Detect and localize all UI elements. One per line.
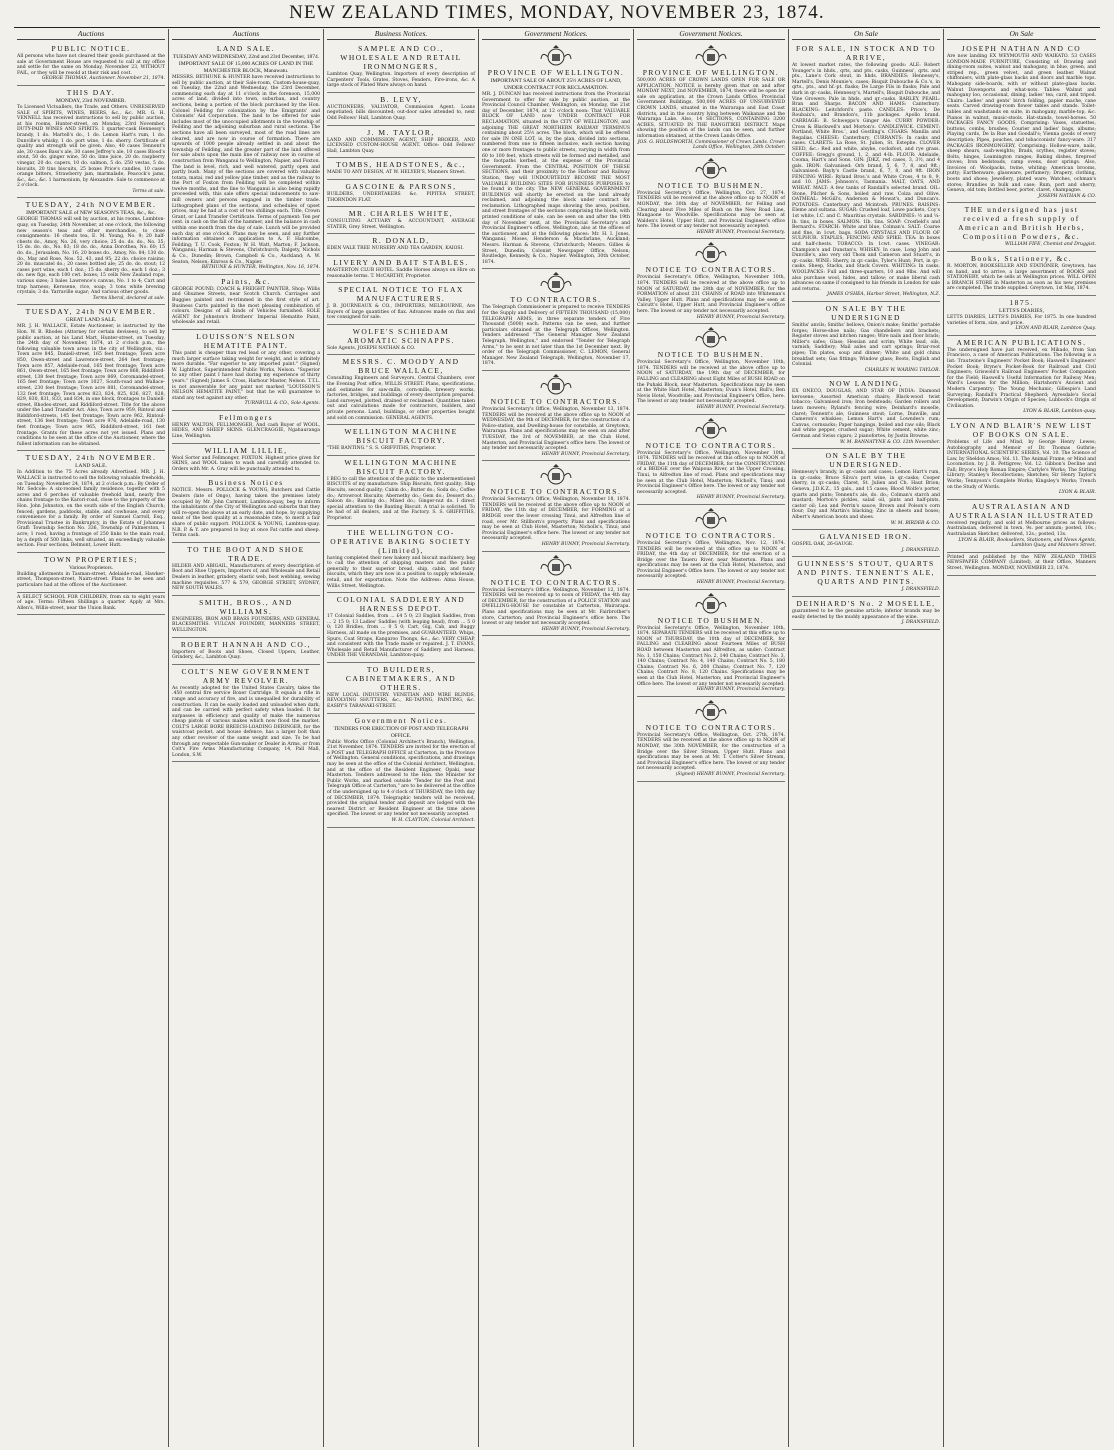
advertisement-title: J. M. TAYLOR, (367, 127, 435, 137)
advertisement-body: Provincial Secretary's Office, Wellington, November 10th, 1874. TENDERS will be received at the above office up to NOON of SATURDAY, the 19th day of DECEMBER, for FALLING and CLEARING about Eight Miles of BUSH ROAD on the Puhaki Block, near Masterton. Specifications may be seen at the White Hart Hotel, Masterton; Evan's Hotel, Bull's; Ben Nevis Hotel, Woodville; and Provincial Engineer's Office, here. The lowest or any tender not necessarily accepted. (637, 360, 785, 405)
advertisement-title: LAND SALE. (216, 44, 276, 53)
advertisement-body: Printed and published by the NEW ZEALAND TIMES NEWSPAPER COMPANY (Limited), at their Office, Manners Street, Wellington. MONDAY, NOVEMBER 23, 1874. (947, 554, 1096, 571)
advertisement-body: Hennessy's brandy, in qr.-casks and cases; Lemon Hart's rum, in qr.-casks; Bruce Silva's port wine, in qr.-casks; Cooper sherry, in qr.-casks; Claret, St. Julien and Ch. Haut Brion; Geneva, J.D.K.Z., 15 gals., and 15 cases; Blood Wolfe's porter, quarts and pints; Tennent's ale, do. do.; Colman's starch and mustard; Morton's pickles, salad oil, pints and half-pints, castor oil; Lea and Perrin's sauce; Brown and Polson's corn flour; Day and Martin's blacking; Zinc in sheets and boxes; Albert's American boots and shoes. (792, 470, 940, 520)
advertisement-title: COLONIAL SADDLERY AND HARNESS DEPOT. (336, 595, 466, 614)
advertisement-body: BUILDERS, UNDERTAKERS &c. PIPITEA STREET, THORNDON FLAT. (327, 191, 475, 203)
advertisement (637, 324, 785, 414)
advertisement-subtitle: Various Proprietors. (69, 564, 113, 571)
column-heading: Auctions (172, 29, 320, 40)
advertisement (947, 203, 1096, 252)
advertisement-signature: W. H. CLAYTON, Colonial Architect. (391, 817, 475, 823)
advertisement (17, 593, 165, 616)
advertisement (327, 663, 475, 714)
column-3 (324, 29, 479, 1447)
advertisement-body: The undersigned have just received, ex Mikado, from San Francisco, a case of American Publications. The following is a list: Trautwine's Engineers' Pocket Book; Haswell's Engineers' Pocket Book; Bryne's Pocket-Book for Railroad and Civil Engineers; Griswold's Railroad Engineers' Pocket Companion for the Field; Haswell's Useful Information for Railway Men; Ward's Lessons for the Million; Hartshorn's Ancient and Modern Carpentry; The Young Mechanic; Gillespie's Land Surveying; Randall's Practical Shepherd; Ayresdale's Social Development; Darwin's Origin of Species; Lubbock's Origin of Civilisation. (947, 347, 1096, 409)
advertisement-title: R. DONALD, (372, 236, 430, 246)
column-2 (169, 29, 324, 1447)
advertisement-title: GALVANISED IRON. (819, 532, 913, 542)
advertisement-title: THE undersigned has just received a fresh supply of American and British Herbs, Composition Powders, &c. (958, 205, 1085, 242)
newspaper-columns (14, 29, 1102, 1447)
advertisement-signature: HENRY BUNNY, Provincial Secretary. (541, 451, 630, 457)
coat-of-arms-icon (694, 45, 728, 67)
advertisement-body: Lambton Quay, Wellington. Importers of every description of Carpenters' Tools, Grates, Stoves, Fenders, Fire-irons, &c. A large stock of Plated Ware always on hand. (327, 72, 475, 89)
advertisement-body: Consulting Engineers and Surveyors, Central Chambers, over the Evening Post office, WILLIS STREET. Plans, specifications, and estimates for saw-mills, corn-mills, brewery works, factories, bridges, and buildings of every description prepared. Land surveyed, plotted, drained or reclaimed. Quantities taken out and calculations made for contractors, builders, and private persons. Land, buildings, or other properties bought and sold on commission. GENERAL AGENTS. (327, 376, 475, 421)
advertisement (327, 714, 475, 828)
advertisement-title: WELLINGTON MACHINE BISCUIT FACTORY. (344, 457, 458, 476)
advertisement-title: LIVERY AND BAIT STABLES. (333, 257, 469, 267)
advertisement-signature: LYON & BLAIR. (1058, 490, 1096, 496)
advertisement-body: Provincial Secretary's Office, Wellington, November 12, 1874. TENDERS will be received up to noon of FRIDAY, the 4th day of DECEMBER, for the construction of a POLICE STATION and DWELLING-HOUSE for constable at Carterton, Wairarapa. Plans and specifications may be seen at Mr. Fairbrother's store, Carterton; and Provincial Engineer's office here. The lowest or any tender not necessarily accepted. (482, 587, 630, 627)
coat-of-arms-icon (694, 700, 728, 722)
coat-of-arms-icon (694, 242, 728, 264)
advertisement (17, 553, 165, 593)
coat-of-arms-icon (694, 418, 728, 440)
advertisement-body: EX ONECO, DOUGLAS, AND STAR OF INDIA: Diamond kerosene; Assorted American chairs; Black-wood twist tobacco; Galvanised iron; Iron bedsteads; Garden rollers and lawn mowers; Ryland's fencing wire; Deinhard's moselle, claret; Tennent's ale, Guinness stout; Lorne, Dunville, and Cameron's whiskies; Lemon Hart's and Lowndes's rum; Canvas, cornsacks; Paper hangings, boiled and raw oils; Black and white pepper, crushed sugar; White cement, white zinc; German and Swiss cigars; 2 pianofortes, by Justin Browne. (792, 389, 940, 440)
column-heading: On Sale (792, 29, 940, 40)
advertisement-body: LAND AND COMMISSION AGENT, SHIP BROKER, AND LICENSED CUSTOM-HOUSE AGENT. Office: Odd Fellows' Hall, Lambton Quay. (327, 137, 475, 154)
advertisement-body: Public Works Office (Colonial Architect's Branch), Wellington, 21st November, 1874. TENDERS are invited for the erection of a POST and TELEGRAPH OFFICE at Carterton, in the Province of Wellington. General conditions, specifications, and drawings may be seen at the office of the Colonial Architect, Wellington, and at the office of the Resident Engineer, Opaki, near Masterton. Tenders addressed to the Hon. the Minister for Public Works, and marked outside "Tender for the Post and Telegraph Office at Carterton," are to be delivered at the office of the undersigned up to 4 o'clock of THURSDAY, the 10th day of DECEMBER, 1874. Telegraphic tenders will be received, provided the original tender and deposit are lodged with the nearest District or Resident Engineer at the time above specified. The lowest or any tender not necessarily accepted. (327, 739, 475, 818)
advertisement-body: MESSRS. BETHUNE & HUNTER have received instructions to sell by public auction, at their Sale-room, Custom-house-quay, on Tuesday, the 22nd and Wednesday, the 23rd December, commencing each day at 11 o'clock in the forenoon, 15,000 acres of land, divided into town, suburban, and country sections, being a portion of the block purchased by the Hon. Colonel Feilding for colonization by the Emigrants' and Colonists' Aid Corporation. The land to be offered for sale includes most of the unoccupied allotments in the township of Feilding and the adjoining suburban and rural sections. The sections have all been surveyed, most of the road lines are cleared, and are now in course of formation. There are upwards of 1000 people already settled in and about the township of Feilding, and the greater part of the land offered for sale abuts upon the main line of railway now in course of construction from Wanganui to Wellington, Napier, and Foxton. The land is level, rich, and well watered, partly open and partly bush. Many of the sections are covered with valuable totara, matai, red and yellow pine timber, and as the railway to the Port of Foxton from Feilding will be completed within twelve months, and the line to Wanganui is also being rapidly proceeded with, this sale offers special inducements to saw-mill owners and persons engaged in the timber trade. Lithographed plans of the sections, and schedules of upset prices, may be had at a cost of two shillings each. Title, Crown Grant, or Land Transfer Certificate. Terms of payment: Ten per cent. in cash on the fall of the hammer, and the balance in cash within one month from the day of sale. Lunch will be provided each day at one o'clock. Plans may be seen, and any further information obtained on application to A. F. Halcombe, Feilding; T. U. Cook, Foxton; W. H. Watt, Marton; F. Jackson, Wanganui; Harman & Stevens, Christchurch; Dalgety, Nichols & Co., Dunedin; Brown, Campbell & Co., Auckland; A. W. Seaton, Nelson; Kinross & Co., Napier. (172, 75, 320, 265)
advertisement (947, 42, 1096, 203)
advertisement-signature: WILLIAM FIFE, Chemist and Druggist. (1004, 242, 1096, 248)
coat-of-arms-icon (694, 158, 728, 180)
advertisement (172, 638, 320, 665)
advertisement (327, 126, 475, 159)
advertisement-signature: JOS. G. HOLDSWORTH, Commissioner of Crown Lands. Crown Lands Office, Wellington, 28th October. (637, 139, 785, 151)
advertisement-title: SPECIAL NOTICE TO FLAX MANUFACTURERS. (338, 285, 464, 304)
advertisement-title: TO BUILDERS, CABINETMAKERS, AND OTHERS. (345, 664, 457, 692)
advertisement (172, 330, 320, 411)
advertisement-body: MASTERTON CLUB HOTEL. Saddle Horses always on Hire on reasonable terms. T. McCARTHY, Proprietor. (327, 267, 475, 279)
advertisement-body: having completed their new bakery and biscuit machinery, beg to call the attention of shipping masters and the public generally to their superior bread, ship, cabin, and fancy biscuits, which they are now in a position to supply wholesale, retail, and for exportation. Note the Address: Alma House, Willis Street, Wellington. (327, 555, 475, 589)
advertisement-title: NOTICE TO BUSHMEN. (657, 180, 765, 190)
advertisement-title: NOTICE TO CONTRACTORS. (645, 722, 777, 732)
coat-of-arms-icon (539, 374, 573, 396)
advertisement-title: WOLFE'S SCHIEDAM AROMATIC SCHNAPPS. (347, 326, 455, 345)
column-6 (789, 29, 944, 1447)
advertisement (482, 42, 630, 269)
advertisement-title: AUSTRALASIAN AND AUSTRALASIAN ILLUSTRATED (948, 501, 1095, 520)
advertisement-title: GASCOINE & PARSONS, (345, 181, 457, 191)
advertisement-body: 500,000 ACRES OF CROWN LANDS OPEN FOR SALE OR APPLICATION. NOTICE is hereby given that on and after MONDAY NEXT, 2nd NOVEMBER, 1874, there will be open for sale on application, at the Crown Lands Office, Provincial Government Buildings, 500,000 ACRES OF UNSURVEYED CROWN LANDS, situated in the Wairarapa and East Coast districts, and in the country lying between Waikanae and the Wairarapa Lake. Also, 14 SECTIONS, CONTAINING 3200 ACRES, SITUATED IN THE RANGITIKEI DISTRICT. Maps showing the position of the lands can be seen, and further information obtained, at the Crown Lands Office. (637, 78, 785, 139)
column-5 (634, 29, 789, 1447)
advertisement (172, 444, 320, 477)
advertisement (637, 697, 785, 782)
advertisement-subtitle: TENDERS FOR ERECTION OF POST AND TELEGRAPH OFFICE. (333, 725, 469, 739)
advertisement-signature: (Signed) HENRY BUNNY, Provincial Secretary. (675, 771, 785, 777)
advertisement-signature: J. DRANSFIELD. (901, 587, 940, 593)
advertisement-subtitle: MONDAY, 23rd NOVEMBER. (56, 97, 126, 104)
advertisement-title: NOW LANDING, (829, 379, 903, 389)
advertisement-signature: W. M. BIRDER & CO. (890, 520, 940, 526)
advertisement-signature: JOSEPH NATHAN & CO. (1038, 193, 1096, 199)
advertisement-title: SAMPLE AND CO., WHOLESALE AND RETAIL IRONMONGERS, (340, 44, 462, 71)
advertisement-body: Provincial Secretary's Office, Wellington, November 10th, 1874. SEPARATE TENDERS will be received at this office up to NOON of THURSDAY, the 10th day of DECEMBER, for FALLING and CLEARING about Fourteen Miles of BUSH ROAD between Masterton and Alfredton, as under: Contract No. 1, 150 Chains; Contract No. 2, 140 Chains; Contract No. 3, 140 Chains; Contract No. 4, 140 Chains; Contract No. 5, 180 Chains; Contract No. 6, 200 Chains; Contract No. 7, 120 Chains; Contract No. 8, 120 Chains. Specifications may be seen at the Club Hotel, Masterton; and Provincial Engineer's Office here. The lowest or any tender not necessarily accepted. (637, 625, 785, 687)
advertisement-title: LOUISSON'S NELSON HEMATITE PAINT. (196, 331, 296, 350)
column-7 (944, 29, 1099, 1447)
advertisement (792, 557, 940, 597)
advertisement (947, 252, 1096, 296)
advertisement-signature: J. DRANSFIELD. (901, 547, 940, 553)
advertisement (172, 411, 320, 444)
advertisement-title: Business Notices (208, 478, 284, 488)
advertisement-title: COLT'S NEW GOVERNMENT ARMY REVOLVER. (181, 666, 311, 685)
advertisement-title: Books, Stationery, &c. (970, 254, 1073, 264)
advertisement (172, 596, 320, 638)
advertisement-signature: Terms liberal, declared at sale. (92, 295, 165, 301)
advertisement-body: HENRY WALTON, FELLMONGER, And cash Buyer of WOOL, HIDES, AND SHEEP SKINS. GLENCRAGGIE, Ngahauranga Line, Wellington. (172, 422, 320, 440)
advertisement-body: This paint is cheaper than red lead or any other, covering a much larger surface taking weight for weight, and is infinitely more durable. "Far superior to any imported paint." (Signed) W. Lightfoot, Superintendent Public Works, Nelson. "Superior to any other paint I have had during my experience of thirty years." (Signed) James S. Cross, Harbour Master, Nelson. T.T.L. is not answerable for any paint not marked "LOUISSON'S NELSON HEMATITE PAINT," but that he will guarantee to stand any test against any other. (172, 350, 320, 401)
advertisement-body: The Telegraph Commissioner is prepared to receive TENDERS for the Supply and Delivery of FIFTEEN THOUSAND (15,000) TELEGRAPH ARMS, in three separate tenders of Five Thousand (5000) each. Patterns can be seen, and further particulars obtained at the Telegraph Offices, Wellington. Tenders addressed "The General Manager New Zealand Telegraph, Wellington," and endorsed "Tender for Telegraph Arms," to be sent in not later than the 1st December next. By order of the Telegraph Commissioner, C. LEMON, General Manager. New Zealand Telegraph, Wellington, November 17, 1874. (482, 305, 630, 367)
advertisement-body: I BEG to call the attention of the public to the undermentioned BISCUITS of my manufacture: Ship Biscuits, first quality; Ship Biscuits, second quality; Cabin do.; Butter do.; Soda do.; Coffee do.; Arrowroot Biscuits; Abernethy do.; Gem do.; Dessert do.; Saloon do.; Banting do.; Mixed do.; Ginger-nut do. I direct special attention to the Banting Biscuit. A trial is solicited. To be had of all dealers, and at the Factory. S. S. GRIFFITHS, Proprietor. (327, 476, 475, 521)
advertisement-title: TO CONTRACTORS. (510, 295, 602, 305)
advertisement-title: PUBLIC NOTICE. (51, 44, 131, 53)
advertisement-title: NOTICE TO CONTRACTORS. (645, 530, 777, 540)
advertisement (482, 269, 630, 371)
advertisement-body: At lowest market rates, the following goods: ALE: Robert Younger's in hhds., qrts, and pts. casks, Guinness', qrts. and pts., Lane's Cork stout, in hhds. BRANDIES: Hennessy's, Martell's, Denis Mounie's, cases; Bisquit Dubouche & Co.'s, in qrts., pts., and hf.-pt. flasks; De Large Fils in flasks; Pale and dark in qr.-casks, Hennessy's, Martell's, Bisquit Dubouche, and Vine Growers; Pale in hhds. and qr.-casks. BARLEY, PEARL: Bran and Sharps. BACON AND HAMS: Canterbury. BLACKING: Leitchford's paste. CANDLES: Price's, De Roubaix's, and Brandon's, 11b packages. Apollo brand. CARRIAGE: B. Schwepps's Ginger Ale. CURRY POWDER: Cross & Blackwell's and Morton's. CANDLEWICK. CEMENT: Portland, White Bros.', and Gostling's. CIGARS: Manilla and Regalias. CHEESE: Canterbury. CURRANTS: In casks and cases. CLARETS: La Rose, St. Julien, St. Estephe. CLOVER SEED, &c.: Red and white, alsyke, cocksfoot, and rye grass. COFFEE: Gregg's ground, 1, 2, and 4-lb. FLOUR: Adelaide, Cooma, Hart's and Sons. GIN: JDKZ, red cases, 3, 3½, and 4 gals. IRON: Galvanised: Orb brand, 5, 6, 7, 8, and 9ft.; Galvanised: Bayly's Castle brand, 6, 7, 8, and 9ft. IRON FENCING WIRE: Ryland Bros.'s and White Cross, 4 to 8, 9, and 10. JAMS: Johnson's, Tasmania. MALT, OATS, AND WHEAT. MALT: A few tanks of Randall's selected brand. OIL: Stone, Pilcher & Sons, boiled and raw. Colza and Olive. OATMEAL: McGill's, Anderson & Mowat's, and Duncan's. POTATOES: Canterbury and Mcintosh. PRUNES. RAISINS: Eleme and sultana. SUGAR: Crushed loaf, Lowe packets, Coy's 1st white, I.C. and C. Mauritius crystals. SARDINES: ½ and ¼-lb. tins, in boxes. SALMON: 1lb. tins. SOAP: Crosfield's and Bernard's. STARCH: White and blue, Colman's. SALT: Coarse and fine, in 1cwt. bags. SODA CRYSTALS AND FLOUR OF SULPHUR. STAPLES, FENCING AND SPIKE. TEA: In boxes and half-chests. TOBACCO: In 1cwt. cases. VINEGAR: Champion's and Dunstan's. WHISKY: In case, Long John and Dunville's, also very old Thom and Cameron and Stuart's, in qr.-casks. WINE: Sherry, in qr.-casks, Tyler's Hunt; Port, in qr.-casks. Sheep, Stacks, and Stack Covers. WHITING: In casks. WOOLPACKS: Full and three-quarters, 10 and 9lbs. And will also purchase wool, hides, and tallow; or make liberal cash advances on same if consigned to his friends in London for sale and returns. (792, 63, 940, 292)
advertisement-title: SMITH, BROS., AND WILLIAMS. (199, 597, 293, 616)
advertisement-title: 1875. (1009, 298, 1034, 307)
coat-of-arms-icon (539, 555, 573, 577)
advertisement (327, 425, 475, 456)
advertisement-subtitle: IMPORTANT SALE OF ABOUT 25½ ACRES OF LAND, UNDER CONTRACT FOR RECLAMATION. (490, 78, 622, 91)
advertisement-title: TUESDAY, 24th NOVEMBER. (25, 307, 157, 317)
advertisement-title: NOTICE TO CONTRACTORS. (490, 487, 622, 497)
advertisement-signature: HENRY BUNNY, Provincial Secretary. (541, 626, 630, 632)
advertisement-title: WELLINGTON MACHINE BISCUIT FACTORY. (344, 427, 458, 446)
advertisement (637, 155, 785, 240)
advertisement-body: A SELECT SCHOOL FOR CHILDREN, from six to eight years of age. Terms: Fifteen Shillings a quarter. Apply at Mrs. Allen's, Willis-street, near the Union Bank. (17, 594, 165, 611)
advertisement-subtitle: GREAT LAND SALE. (65, 317, 117, 324)
advertisement-signature: J. DRANSFIELD. (901, 620, 940, 626)
advertisement-title: MESSRS. C. MOODY AND BRUCE WALLACE, (342, 357, 460, 376)
advertisement-signature: LYON & BLAIR, Booksellers, Stationers, and News Agents, Lambton Quay, and Manners Street. (958, 537, 1096, 549)
advertisement-body: To Licensed Victuallers, the Trade, and Others. UNRESERVED SALE of SPIRITS, WINES, BEERS, &c., &c. MR. G. H. VENNELL has received instructions to sell by public auction, at his rooms, Hunter-street, on Monday, 23rd November, DUTY-PAID WINES AND SPIRITS. 1 quarter-cask Hennessy's brandy, 1 do. Martell's do., 1 do. Lemon Hart's rum, 1 do. Dunville's whisky, 1 do. port wine, 1 do. sherry. Certificate of quality and strength will be given. Also, 40 cases Tennent's ale, 30 cases Bass's ale, 30 cases Jeffrey's ale, 10 cases Blood's stout, 50 do. ginger wine, 50 do. lime juice, 20 do. raspberry vinegar, 20 do. capers, 10 do. salmon, 5 do. 250 vestas, 5 do. biscuits, 20 tins biscuits, 25 boxes Price's candles, 10 cases orange bitters, Strawberry jam, marmalade, Peacock's jams, &c., &c., &c. 1 harmonium, by Alexandre. Sale to commence at 2 o'clock. (17, 104, 165, 189)
advertisement-body: NOTICE. Messrs. POLLOCK & YOUNG, Butchers and Cattle Dealers (late of Ongo), having taken the premises lately occupied by Mr. John Carmont, Lambton-quay, beg to inform the inhabitants of the City of Wellington and suburbs that they will re-open the above at an early date, and hope, by supplying meat of the best quality at a reasonable rate, to merit a fair share of public support. POLLOCK & YOUNG, Lambton-quay. N.B. P. & Y. are prepared to buy at once Fat cattle and sheep. Terms cash. (172, 488, 320, 539)
advertisement-body: Provincial Secretary's Office, Wellington, November 18, 1874. TENDERS will be received at the above office up to NOON of FRIDAY, the 11th day of DECEMBER, for FORMING of a BRIDGE over the lower crossing Tinui, and Alfredton line of road, over Mr. Stillborn's property. Plans and specifications may be seen at Club Hotel, Masterton; Nicholls's, Tinui; and Provincial Engineer's office here. The lowest or any tender not necessarily accepted. (482, 497, 630, 542)
advertisement (327, 526, 475, 594)
advertisement-body: MR. J. H. WALLACE, Estate Auctioneer, is instructed by the Hon. W. B. Rhodes (Attorney for certain devisees), to sell by public auction, at his Land Mart, Hunter-street, on Tuesday, the 24th day of November, 1874, at 2 o'clock p.m., the following valuable town areas in the city of Wellington, viz.: Town acre 845, Daniell-street, 165 feet frontage; Town acre 850, Owen-street and Lawrence-street, 264 feet frontage; Town acre 857, Adelaide-road, 165 feet frontage; Town acre 861, Owen-street, 165 feet frontage; Town acre 868, Riddiford-street, 138 feet frontage; Town acre 869, Coromandel-street, 165 feet frontage; Town acre 1027, South-road and Wallace-street, 230 feet frontage; Town acre 881, Coromandel-street, 132 feet frontage; Town acres 823, 824, 825, 826, 827, 828, 829, 830, 831, 833, and 834, in one block, frontages to Daniell-street, Rhodes-street, and Riddiford-street. Title for the above under the Land Transfer Act. Also, Town acre 959, Rintoul and Riddiford-streets, 145 feet frontage; Town acre 962, Rintoul-street, 136 feet frontage; Town acre 976, Adelaide-road, 130 feet frontage; Town acre 965, Riddiford-street, 161 feet frontage. Grants for these acres not yet issued. Plans and conditions to be seen at the office of the Auctioneer, where the fullest information can be obtained. (17, 324, 165, 447)
advertisement-title: TUESDAY, 24th NOVEMBER. (25, 453, 157, 463)
advertisement (482, 552, 630, 637)
advertisement-title: TOWN PROPERTIES; (43, 554, 139, 564)
advertisement (947, 419, 1096, 500)
advertisement (637, 239, 785, 324)
coat-of-arms-icon (539, 45, 573, 67)
advertisement-signature: HENRY BUNNY, Provincial Secretary. (696, 404, 785, 410)
advertisement (172, 543, 320, 596)
advertisement (947, 553, 1096, 576)
advertisement-title: NOTICE TO CONTRACTORS. (645, 265, 777, 275)
advertisement-title: JOSEPH NATHAN AND CO (961, 44, 1082, 53)
advertisement-body: "THE BANTING." S. S. GRIFFITHS, Proprietor. (327, 446, 437, 452)
advertisement-body: LETTS DIARIES, LETTS'S DIARIES, For 1875. In one hundred varieties of form, size, and price. (947, 315, 1096, 326)
advertisement-title: DEINHARD'S No. 2 MOSELLE, (796, 598, 936, 608)
advertisement-body: GOSPEL OAK, 26-GAUGE. (792, 542, 854, 548)
column-1 (14, 29, 169, 1447)
advertisement-title: ON SALE BY THE UNDERSIGNED. (825, 451, 907, 470)
advertisement-body: Are now landing EX WEYMOUTH AND WAIKATO. 53 CASES LONDON-MADE FURNITURE, Consisting of: Drawing and dining-room suites, walnut and mahogany, in blue, green, and striped rep., green velvet, and green leather. Walnut chiffoniers, with plate-glass backs and doors and marble tops. Mahogany side-boards, with or without plate-glass backs. Walnut Davenports and what-nots. Tables: Walnut and mahogany loo, occasional, dining, ladies' tea, card, and tripod. Chairs: Ladies' and gents' birch folding, papier mache, cane seats. Carved drawing-room flower tables and stands. Toilet-tables and washstands en suite, in mahogany, marble-top, &c. Pianos in walnut, music-stools. Hat-stands, towel-horses. 50 PACKAGES FANCY GOODS, Comprising: Vases, statuettes, buttons, combs, brushes; Courier and ladies' bags, albums; Playing cards, De la Rue and Goodall's; Vienna goods of every description; Pipes, pouches, and tobacconists' fancy-ware. 317 PACKAGES IRONMONGERY, Comprising: Hollow-ware, nails, sheep shears, sash-weights; Brads, scythes, register stoves; Bolts, hinges, Leamington ranges; Baking dishes, fireproof stoves; Iron bedsteads, camp ovens, door springs. Also, Invoices of: Woolpacks, twine, whiting; American brooms, putty; Earthenware, glassware, perfumery; Drapery, clothing, boots and shoes; Jewellery, plated ware; Watches, ochman's stores; Brandies in bulk and case; Rum, port and sherry, Geneva, old tom; Bottled beer, porter, claret, champagne. (947, 54, 1096, 194)
advertisement-subtitle: IMPORTANT SALE of NEW SEASON'S TEAS, &c., &c. (26, 210, 156, 217)
advertisement (172, 275, 320, 330)
advertisement (792, 449, 940, 530)
advertisement-title: PROVINCE OF WELLINGTON. (642, 68, 780, 77)
advertisement-body: Provincial Secretary's Office, Wellington, Oct. 27th, 1874. TENDERS will be received at the above office up to NOON of MONDAY, the 30th NOVEMBER, for the construction of a Bridge over the Silver Stream, Upper Hutt. Plans and specifications may be seen at Mr. T. Cotter's Silver Stream, and Provincial Engineer's office here. The lowest or any tender not necessarily accepted. (637, 732, 785, 772)
advertisement-title: NOTICE TO CONTRACTORS. (645, 440, 777, 450)
advertisement-title: Government Notices. (354, 715, 448, 725)
advertisement-body: ENGINEERS, IRON AND BRASS FOUNDERS, AND GENERAL BLACKSMITHS. VULCAN FOUNDRY, MANNERS STREET, WELLINGTON. (172, 616, 320, 633)
advertisement-body: As recently adopted for the United States Cavalry, takes the .450 central fire service Boxer Cartridge. It equals a rifle in range and accuracy of fire, and is unequalled for durability of construction. It can be easily loaded and unloaded when dark, and can be carried with perfect safety when loaded. It far surpasses in efficiency and quality of make the numerous cheap pistols of various makes which now flood the market. COLT'S LARGE BORE BREECH-LOADING DERINGER, for the waistcoat pocket, and house defence, has a larger bolt than any other revolver of the same weight and size. To be had through any respectable Gun-maker or Dealer in Arms, or from Colt's Fire Arms Manufacturing Company, 14, Pall Mall, London, S.W. (172, 685, 320, 758)
advertisement-body: guaranteed to be the genuine article; inferior brands may be easily detected by the muddy appearance of the wine. (792, 608, 940, 620)
coat-of-arms-icon (694, 593, 728, 615)
advertisement-signature: HENRY BUNNY, Provincial Secretary. (696, 687, 785, 693)
advertisement (172, 476, 320, 542)
coat-of-arms-icon (694, 508, 728, 530)
advertisement (17, 42, 165, 86)
advertisement (792, 530, 940, 557)
advertisement (327, 355, 475, 425)
advertisement (792, 597, 940, 630)
advertisement-title: Fellmongers (219, 412, 273, 422)
advertisement-body: Provincial Secretary's Office, Wellington, Nov. 12, 1874. TENDERS will be received at this office up to NOON of FRIDAY, the 4th day of DECEMBER, for the erection of a Bridge over the Taueru River, near Masterton. Plans and specifications may be seen at the Club Hotel, Masterton, and Provincial Engineer's Office here. The lowest or any tender not necessarily accepted. (637, 540, 785, 580)
advertisement-body: Problems of Life and Mind, by George Henry Lewes; Autobiography and Memoir of Dr. Thomas Guthrie; INTERNATIONAL SCIENTIFIC SERIES, Vol. 10. The Science of Law, by Sheldon Amos; Vol. 11. The Animal Frame, or Mind and Locomotion, by J. B. Pettigrew; Vol. 12. Gibbon's Decline and Fall; Bryce's Holy Roman Empire; Carlyle's Works; The Stirling Library; Stanley's Recollections; Sketches; Sir Henry Taylor's Works; Tennyson's Complete Works; Kingsley's Works; Trench on the Study of Words. (947, 439, 1096, 490)
advertisement (947, 336, 1096, 419)
advertisement-signature: HENRY BUNNY, Provincial Secretary. (696, 229, 785, 235)
advertisement-title: WILLIAM LILLIE, (204, 445, 288, 455)
advertisement (637, 590, 785, 697)
advertisement (172, 665, 320, 763)
advertisement (327, 325, 475, 356)
advertisement (327, 42, 475, 93)
advertisement (637, 42, 785, 155)
advertisement-title: THE WELLINGTON CO-OPERATIVE BAKING SOCIETY (Limited), (330, 527, 472, 555)
advertisement-body: MADE TO ANY DESIGN, AT W. HELYER'S, Manners Street. (327, 170, 466, 176)
advertisement-body: Sole Agents, JOSEPH NATHAN & CO. (327, 345, 416, 351)
advertisement (637, 505, 785, 590)
advertisement (327, 456, 475, 526)
advertisement-body: Wool Sorter and Fellmonger, FOXTON. Highest price given for SKINS, and WOOL taken to wash and carefully attended to. Orders with Mr. A. Gray will be punctually attended to. (172, 455, 320, 472)
advertisement-title: TUESDAY, 24th NOVEMBER. (25, 200, 157, 210)
advertisement-body: GEORGE POUND, COACH & FREIGHT PAINTER, Shop: Willis and Ghuznee Streets, near Scotch Church. Carriages and Buggies painted and re-trimmed in the first style of art. Business Carts painted in the most pleasing combination of colours. Designs of all kinds of Vehicles furnished. SOLE AGENT for Johnston's Brothers' Imperial Hematite Paint, wholesale and retail. (172, 286, 320, 326)
advertisement-body: In Addition to the 75 Acres already Advertised. MR. J. H. WALLACE is instructed to sell the following valuable freeholds, on Tuesday, November 24, 1874, at 2 o'clock p.m.: By Order of Mr. Sedcole: A six-roomed family residence, together with 5 acres and 6 perches of valuable freehold land, nearly five chains frontage to the Karori-road, close to the property of the Hon. John Johnston, on the south side of the English Church; fenced; gardens, paddocks, stable, and cowhouse, and every convenience for a family. By order of Samuel Carroll, Esq., Provisional Trustee in Bankruptcy, in the Estate of Johannes Graff: Township Section No. 336, Township of Palmerston, 1 acre; 1 rood, having a frontage of 250 links to the main road, by a depth of 500 links, well situated, an exceedingly valuable section. Four sections, Belmont, Lower Hutt. (17, 470, 166, 549)
advertisement (172, 42, 320, 275)
advertisement (792, 377, 940, 449)
advertisement-title: ROBERT HANNAH AND CO., (180, 639, 312, 649)
advertisement-title: MR. CHARLES WHITE, (348, 209, 454, 219)
advertisement-body: AUCTIONEERS, VALUATOR, Commission Agent. Loans negotiated; bills discounted; out-door sales attended to, next Odd Fellows' Hall, Lambton Quay. (327, 104, 475, 121)
advertisement-signature: HENRY BUNNY, Provincial Secretary. (696, 314, 785, 320)
advertisement-title: AMERICAN PUBLICATIONS. (956, 337, 1087, 347)
advertisement-signature: LYON AND BLAIR, Lambton Quay. (1015, 326, 1096, 332)
advertisement-body: All persons who have not cleared their goods purchased at the sale at Government House are requested to call at my office and settle for the same on Monday, November 23, WITHOUT FAIL, or they will be resold at their risk and cost. (17, 54, 165, 76)
coat-of-arms-icon (694, 327, 728, 349)
advertisement-body: EDEN VALE TREE NURSERY AND TEA GARDEN, KAIOSI. (327, 246, 464, 252)
advertisement-body: J. B. JOURNEAUX & CO., IMPORTERS, MELBOURNE, Are Buyers of large quantities of flax. Advances made on flax and tow consigned for sale. (327, 304, 475, 321)
advertisement (482, 371, 630, 461)
advertisement (482, 461, 630, 551)
advertisement-body: 17 Colonial Saddles, from ... £4 5 0; 23 English Saddles, from ... 2 15 0; 13 Ladies' Saddles (with leaping head), from ... 5 0 0; 120 Bridles, from ... 0 5 0; Cart, Gig, Cab, and Buggy Harness, all made on the premises, and GUARANTEED. Whips, Spurs, Coat Straps, Kangaroo Thongs, &c., &c. VERY CHEAP, and consistent with the Trade made or repaired. J. T. EVANS, Wholesale and Retail Manufacturer of Saddlery and Harness, UNDER THE VERANDAH, Lambton-quay. (327, 614, 475, 659)
advertisement-title: NOTICE TO CONTRACTORS. (490, 396, 622, 406)
advertisement-body: CONSULTING ACTUARY & ACCOUNTANT, AVERAGE STATER, Grey Street, Wellington. (327, 219, 475, 230)
advertisement-body: Provincial Secretary's Office, Wellington, November 10th, 1874. TENDERS will be received at this office up to NOON of FRIDAY, the 11th day of DECEMBER, for the CONSTRUCTION of a BRIDGE over the Waipoua River, at the Upper Crossing, Tinui, to Alfredton line of road. Plans and specifications may be seen at the Club Hotel, Masterton; Nicholl's, Tinui; and Provincial Engineer's Office here. The lowest or any tender not necessarily accepted. (637, 450, 785, 495)
advertisement-title: GUINNESS'S STOUT, QUARTS AND PINTS. TENNENT'S ALE, QUARTS AND PINTS. (796, 559, 936, 587)
advertisement-signature: LYON & BLAIR, Lambton-quay. (1023, 409, 1096, 415)
advertisement-body: Importers of Boots and Shoes, Closed Uppers, Leather, Grindery, &c., Lambton Quay. (172, 649, 320, 661)
advertisement (17, 305, 165, 451)
advertisement (792, 42, 940, 302)
advertisement (947, 296, 1096, 336)
advertisement-body: NEW LOCAL INDUSTRY. VENETIAN AND WIRE BLINDS, REVOLVING SHUTTERS, &c., RE-TAPING, PAINTING, &c. EASBY'S TARANAKI-STREET. (327, 692, 475, 710)
advertisement (327, 593, 475, 663)
advertisement (327, 158, 475, 180)
advertisement-signature: JAMES O'SHEA, Harbor Street, Wellington, N.Z. (827, 292, 940, 298)
column-heading: On Sale (947, 29, 1096, 40)
advertisement-signature: HENRY BUNNY, Provincial Secretary. (696, 495, 785, 501)
advertisement-signature: GEORGE THOMAS, Auctioneer. November 21, 1874. (41, 76, 165, 82)
column-4 (479, 29, 634, 1447)
advertisement-subtitle: TUESDAY AND WEDNESDAY, 22nd and 23rd December, 1874. IMPORTANT SALE OF 15,000 ACRES OF LAND IN THE MANCHESTER BLOCK, Manawatu. (172, 54, 320, 74)
advertisement-signature: CHARLES W. WARING TAYLOR. (864, 367, 940, 373)
advertisement-signature: Terms at sale. (132, 188, 165, 194)
advertisement-title: B. LEVY, (380, 94, 422, 104)
coat-of-arms-icon (539, 272, 573, 294)
advertisement-body: GEORGE THOMAS will sell by auction, at his rooms, Lambton-quay, on Tuesday, 24th November, at one o'clock, the following new season's teas and other merchandise, to close consignments: 16 chests tea, E. M. Young, No. 9; 20 half-chests do., Amoy, No. 26, very choice; 25 do. do. do., No. 35; 15 do. do. do., No. 83; 18 do. do., Anna Dorothea, No. 60; 15 do. do., Jerusalem, No. 16; 20 boxes do., Amoy, No. 84; 130 do. do., May and Rose, Nos. 52, 43, and 95; 22 do. choice raisins; 20 do. muscatel do.; 20 cases bottled ale; 25 do. do. stout; 12 cases port wine, each 1 doz.; 15 do. sherry do., each 1 doz.; 3 do. new figs, each 100 cwt. boxes; 15 cells New Zealand rope, various sizes; 3 bales Lawrence's canvas, No. 1 to 4; Cart and trap harness; Kerosene, rice, soap; 3 tons white brewing crystals; 3 do. Yarraville sugar; And various other goods. (17, 217, 165, 296)
advertisement-body: MR. J. DUNCAN has received instructions from the Provincial Government to offer for sale by public auction, at the Provincial Council Chamber, Wellington, on Monday, the 21st day of December, 1874, at 12 o'clock noon: That VALUABLE BLOCK OF LAND now UNDER CONTRACT FOR RECLAMATION, situated in the CITY OF WELLINGTON, and adjoining THE GREAT NORTHERN RAILWAY TERMINUS containing about 25½ acres. The block, which will be offered for sale IN ONE LOT, is, by the plan, divided into sections, numbered from one to fifteen inclusive, each section having one or more frontages to public streets, varying in width from 60 to 100 feet, which streets will be formed and metalled, and the footpaths kerbed, at the expense of the Provincial Government. From the CENTRAL POSITION OF THESE SECTIONS, and their proximity to the Harbour and Railway Station, they will UNDOUBTEDLY BECOME THE MOST VALUABLE BUILDING SITES FOR BUSINESS PURPOSES to be found in the city. The NEW GENERAL GOVERNMENT BUILDINGS will shortly be erected on the land already reclaimed, and adjoining the block under contract for reclamation. Lithographed maps showing the area, position, and street frontages of the sections comprising the block, with printed conditions of sale, can be seen on and after the 19th day of November next, at the Provincial Secretary's and Provincial Engineer's offices, Wellington, also at the offices of the auctioneer, and at the following places: Mr. H. I. Jones, Wanganui; Moses, Henderson & Macfarlane, Auckland; Messrs. Harman & Stevens, Christchurch; Messrs. Gillies & Street, Dunedin; Colonist Newspaper Office, Nelson; Routledge, Kennedy, & Co., Napier. Wellington, 30th October, 1874. (482, 92, 630, 265)
advertisement-body: Smiths' anvils; Smiths' bellows, Onion's make; Smiths' portable forges; Horse-shoe nails; Gas chandeliers and brackets; Register stoves and kitchen ranges; Wire nails and floor brads; Miller's safes; Glass; Hessian and scrim; White lead, oils, varnish; Saddlery; Mail axles and cart springs; Briar-root pipes; Tin plates, soup and dinner; White and gold china breakfast sets; Gas fittings; Window glass; Boots, English and Colonial. (792, 322, 940, 368)
advertisement-title: THIS DAY. (66, 87, 116, 97)
advertisement-signature: HENRY BUNNY, Provincial Secretary. (696, 580, 785, 586)
advertisement (792, 302, 940, 377)
advertisement (327, 93, 475, 126)
advertisement-body: Provincial Secretary's Office, Wellington, November 10th, 1874. TENDERS will be received at the above office up to NOON of SATURDAY, the 28th day of NOVEMBER, for the FORMATION of about 231 CHAINS of ROAD into Whiteman's Valley, Upper Hutt. Plans and specifications may be seen at Calcutt's Hotel, Upper Hutt, and Provincial Engineer's office here. The lowest or any tender not necessarily accepted. (637, 275, 785, 315)
advertisement-body: Building allotments in Tasman-street, Adelaide-road, Hawker-street, Thompson-street, Nairn-street. Plans to be seen and particulars had at the offices of the Auctioneer. (17, 571, 165, 588)
coat-of-arms-icon (539, 464, 573, 486)
advertisement (947, 500, 1096, 553)
advertisement (17, 86, 165, 199)
advertisement-subtitle: LAND SALE. (75, 463, 107, 470)
masthead-rule (14, 27, 1100, 28)
column-heading: Government Notices. (637, 29, 785, 40)
advertisement (637, 415, 785, 505)
advertisement-title: TO THE BOOT AND SHOE TRADE. (187, 544, 305, 563)
advertisement (17, 198, 165, 305)
advertisement (327, 180, 475, 207)
advertisement-title: TOMBS, HEADSTONES, &c., (336, 160, 466, 170)
advertisement-title: NOTICE TO CONTRACTORS. (490, 577, 622, 587)
column-heading: Auctions (17, 29, 165, 40)
column-heading: Government Notices. (482, 29, 630, 40)
advertisement-signature: W. M. BANNATYNE & CO. 12th November. (839, 439, 940, 445)
advertisement-title: LYON AND BLAIR'S NEW LIST OF BOOKS ON SALE. (950, 420, 1093, 439)
advertisement (327, 283, 475, 325)
advertisement (327, 256, 475, 283)
newspaper-masthead: NEW ZEALAND TIMES, MONDAY, NOVEMBER 23, 1874. (289, 2, 825, 23)
advertisement-signature: BETHUNE & HUNTER, Wellington, Nov. 16, 1874. (201, 265, 320, 271)
advertisement-title: FOR SALE, IN STOCK AND TO ARRIVE, (795, 44, 937, 62)
advertisement (17, 451, 165, 552)
advertisement-title: NOTICE TO BUSHMEN. (657, 350, 765, 360)
advertisement-body: Provincial Secretary's Office, Wellington, November 13, 1874. TENDERS will be received at the above office up to NOON of WEDNESDAY, the 9th of DECEMBER, for the construction of a Police-station, and Dwelling-house for constable, at Greytown, Wairarapa. Plans and specifications may be seen on and after TUESDAY, the 3rd of NOVEMBER, at the Club Hotel, Masterton, and Provincial Engineer's office here. The lowest or any tender not necessarily accepted. (482, 406, 630, 452)
advertisement-title: NOTICE TO BUSHMEN. (657, 615, 765, 625)
advertisement-body: received regularly, and sold at Melbourne prices as follows: Australasian, delivered in town, 9s. per annum; posted, 10s.; Australasian Sketcher, delivered, 12s.; posted, 13s. (947, 520, 1096, 538)
advertisement-body: HILDER AND ABIGAIL, Manufacturers of every description of Boot and Shoe Uppers, Importers of, and Wholesale and Retail Dealers in leather, grindery, elastic web, boot webbing, sewing machine requisites. 577 & 579, GEORGE STREET, SYDNEY, NEW SOUTH WALES. (172, 563, 320, 592)
advertisement-title: PROVINCE OF WELLINGTON. (487, 68, 625, 77)
advertisement-signature: HENRY BUNNY, Provincial Secretary. (541, 542, 630, 548)
advertisement-body: R. MORTON, BOOKSELLER AND STATIONER, Greytown, has on hand, and to arrive, a large assortment of BOOKS and STATIONERY, which he sells at Wellington prices. WILL OPEN a BRANCH STORE in Masterton as soon as his new premises are completed. The trade supplied. Greytown, 1st May, 1874. (947, 264, 1096, 292)
advertisement-title: Paints, &c. (221, 276, 271, 286)
advertisement-signature: TURNBULL & CO., Sole Agents. (244, 401, 320, 407)
advertisement-body: Provincial Secretary's Office, Wellington, Oct. 27, 1874. TENDERS will be received at the above office up to NOON of MONDAY, the 30th day of NOVEMBER, for Felling and Clearing about Five Miles of Bush on the New Road Line, Mangaone to Woodville. Specifications may be seen at Walden's Hotel, Upper Hutt, and Provincial Engineer's office here. The lowest or any tender not necessarily accepted. (637, 190, 785, 230)
column-heading: Business Notices. (327, 29, 475, 40)
advertisement-title: ON SALE BY THE UNDERSIGNED (825, 303, 907, 322)
advertisement (327, 207, 475, 234)
advertisement (327, 234, 475, 256)
advertisement-subtitle: LETTS'S DIARIES, (999, 308, 1044, 314)
